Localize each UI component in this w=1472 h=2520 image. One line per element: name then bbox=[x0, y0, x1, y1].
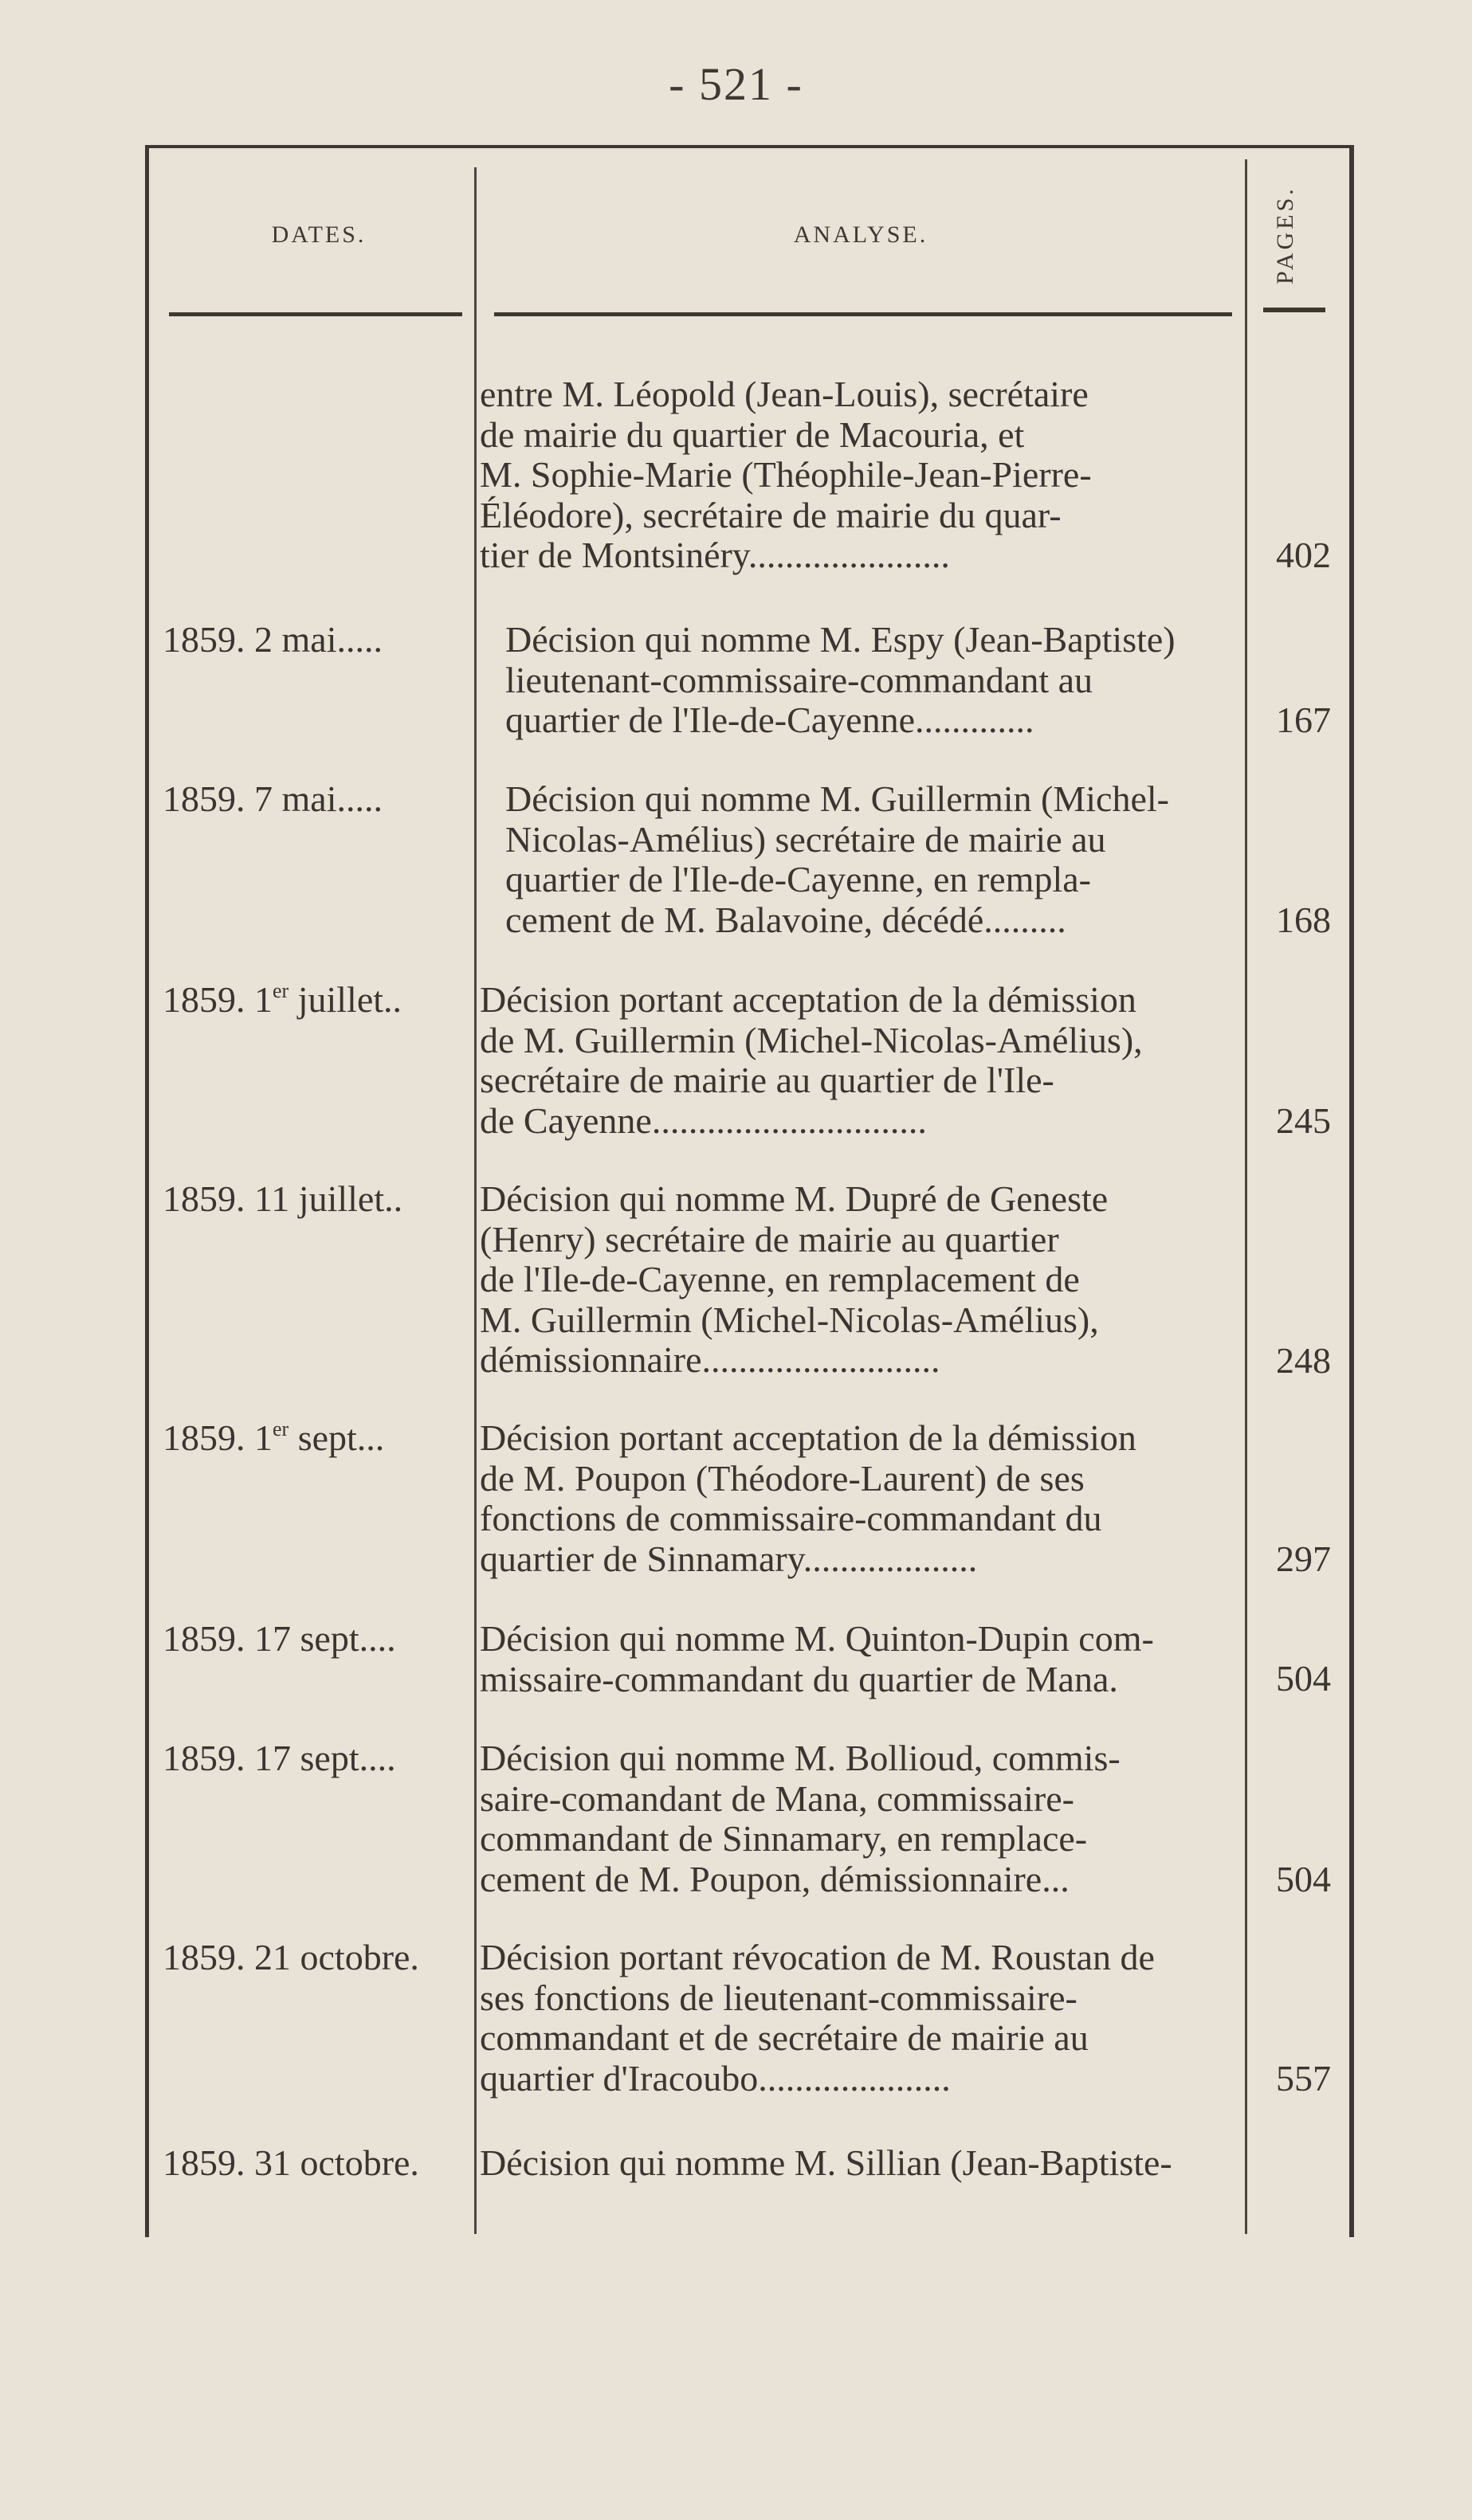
analysis-line: démissionnaire.......................... bbox=[480, 1340, 940, 1380]
page-reference: 167 bbox=[1276, 700, 1331, 740]
page-reference: 557 bbox=[1276, 2058, 1331, 2099]
column-divider-pages bbox=[1245, 159, 1247, 2234]
date-ordinal: er bbox=[273, 1417, 289, 1440]
page-reference: 297 bbox=[1276, 1538, 1331, 1579]
entry-date: 1859. 17 sept.... bbox=[163, 1618, 396, 1659]
page-reference: 245 bbox=[1276, 1100, 1331, 1141]
page-reference: 504 bbox=[1276, 1859, 1331, 1899]
entry-analysis bbox=[480, 1179, 1245, 1381]
analysis-line: Décision portant acceptation de la démission bbox=[480, 1418, 1136, 1458]
analysis-line: de l'Ile-de-Cayenne, en remplacement de bbox=[480, 1260, 1080, 1299]
entry-analysis bbox=[480, 1619, 1245, 1699]
analysis-line: quartier de l'Ile-de-Cayenne............. bbox=[505, 700, 1034, 740]
analysis-line: Décision qui nomme M. Sillian (Jean-Baptiste- bbox=[480, 2143, 1172, 2183]
header-analyse: ANALYSE. bbox=[793, 221, 928, 248]
analysis-line: Décision portant révocation de M. Roustan de bbox=[480, 1938, 1155, 1977]
analysis-line: Décision qui nomme M. Dupré de Geneste bbox=[480, 1179, 1109, 1219]
date-text: juillet.. bbox=[289, 979, 402, 1020]
date-text: 1859. 1 bbox=[163, 979, 273, 1020]
entry-date: 1859. 11 juillet.. bbox=[163, 1178, 403, 1219]
analysis-line: commandant de Sinnamary, en remplace- bbox=[480, 1819, 1088, 1859]
entry-analysis bbox=[480, 2143, 1245, 2184]
analysis-line: Éléodore), secrétaire de mairie du quar- bbox=[480, 495, 1062, 535]
entry-analysis bbox=[505, 779, 1270, 940]
entry-date: 1859. 2 mai..... bbox=[163, 619, 383, 660]
header-rule-dates bbox=[169, 312, 462, 316]
analysis-line: Décision qui nomme M. Espy (Jean-Baptiste) bbox=[505, 620, 1176, 660]
entry-date: 1859. 7 mai..... bbox=[163, 778, 383, 819]
header-rule-analyse bbox=[494, 312, 1232, 316]
analysis-line: Nicolas-Amélius) secrétaire de mairie au bbox=[505, 819, 1106, 860]
analysis-line: saire-comandant de Mana, commissaire- bbox=[480, 1778, 1074, 1819]
date-ordinal: er bbox=[273, 979, 289, 1002]
entry-analysis bbox=[480, 980, 1245, 1141]
page-number: - 521 - bbox=[669, 58, 803, 110]
entry-analysis bbox=[505, 620, 1270, 741]
page-reference: 504 bbox=[1276, 1658, 1331, 1699]
analysis-line: (Henry) secrétaire de mairie au quartier bbox=[480, 1219, 1059, 1260]
header-dates: DATES. bbox=[271, 221, 367, 248]
page-reference: 248 bbox=[1276, 1340, 1331, 1381]
entry-analysis bbox=[480, 1418, 1245, 1579]
analysis-line: secrétaire de mairie au quartier de l'Ile- bbox=[480, 1060, 1054, 1100]
analysis-line: M. Sophie-Marie (Théophile-Jean-Pierre- bbox=[480, 455, 1092, 495]
analysis-line: cement de M. Balavoine, décédé......... bbox=[505, 899, 1066, 940]
header-pages: PAGES. bbox=[1272, 186, 1298, 284]
analysis-line: de Cayenne.............................. bbox=[480, 1100, 927, 1141]
entry-date: 1859. 21 octobre. bbox=[163, 1937, 419, 1977]
date-text: sept... bbox=[289, 1417, 385, 1458]
analysis-line: quartier de l'Ile-de-Cayenne, en rempla- bbox=[505, 860, 1091, 899]
analysis-line: commandant et de secrétaire de mairie au bbox=[480, 2018, 1089, 2058]
analysis-line: de M. Guillermin (Michel-Nicolas-Amélius), bbox=[480, 1020, 1143, 1060]
page-reference: 168 bbox=[1276, 899, 1331, 940]
analysis-line: lieutenant-commissaire-commandant au bbox=[505, 660, 1093, 700]
date-text: 1859. 1 bbox=[163, 1417, 273, 1458]
analysis-line: ses fonctions de lieutenant-commissaire- bbox=[480, 1977, 1078, 2018]
analysis-line: Décision portant acceptation de la démission bbox=[480, 980, 1136, 1020]
analysis-line: Décision qui nomme M. Bollioud, commis- bbox=[480, 1738, 1121, 1778]
entry-date: 1859. 17 sept.... bbox=[163, 1738, 396, 1778]
analysis-line: quartier de Sinnamary................... bbox=[480, 1538, 978, 1579]
page-reference: 402 bbox=[1276, 535, 1331, 575]
analysis-line: M. Guillermin (Michel-Nicolas-Amélius), bbox=[480, 1299, 1099, 1340]
analysis-line: tier de Montsinéry...................... bbox=[480, 535, 950, 575]
analysis-line: de M. Poupon (Théodore-Laurent) de ses bbox=[480, 1458, 1085, 1499]
analysis-line: Décision qui nomme M. Guillermin (Michel- bbox=[505, 779, 1169, 819]
analysis-line: missaire-commandant du quartier de Mana. bbox=[480, 1659, 1118, 1699]
analysis-line: quartier d'Iracoubo..................... bbox=[480, 2058, 951, 2099]
entry-analysis bbox=[480, 1938, 1245, 2099]
analysis-line: fonctions de commissaire-commandant du bbox=[480, 1499, 1102, 1538]
entry-analysis bbox=[480, 374, 1245, 576]
analysis-line: de mairie du quartier de Macouria, et bbox=[480, 414, 1025, 455]
analysis-line: Décision qui nomme M. Quinton-Dupin com- bbox=[480, 1619, 1154, 1659]
analysis-line: entre M. Léopold (Jean-Louis), secrétaire bbox=[480, 374, 1089, 414]
entry-date: 1859. 31 octobre. bbox=[163, 2142, 419, 2183]
entry-analysis bbox=[480, 1738, 1245, 1899]
analysis-line: cement de M. Poupon, démissionnaire... bbox=[480, 1859, 1070, 1899]
header-rule-pages bbox=[1263, 308, 1325, 312]
